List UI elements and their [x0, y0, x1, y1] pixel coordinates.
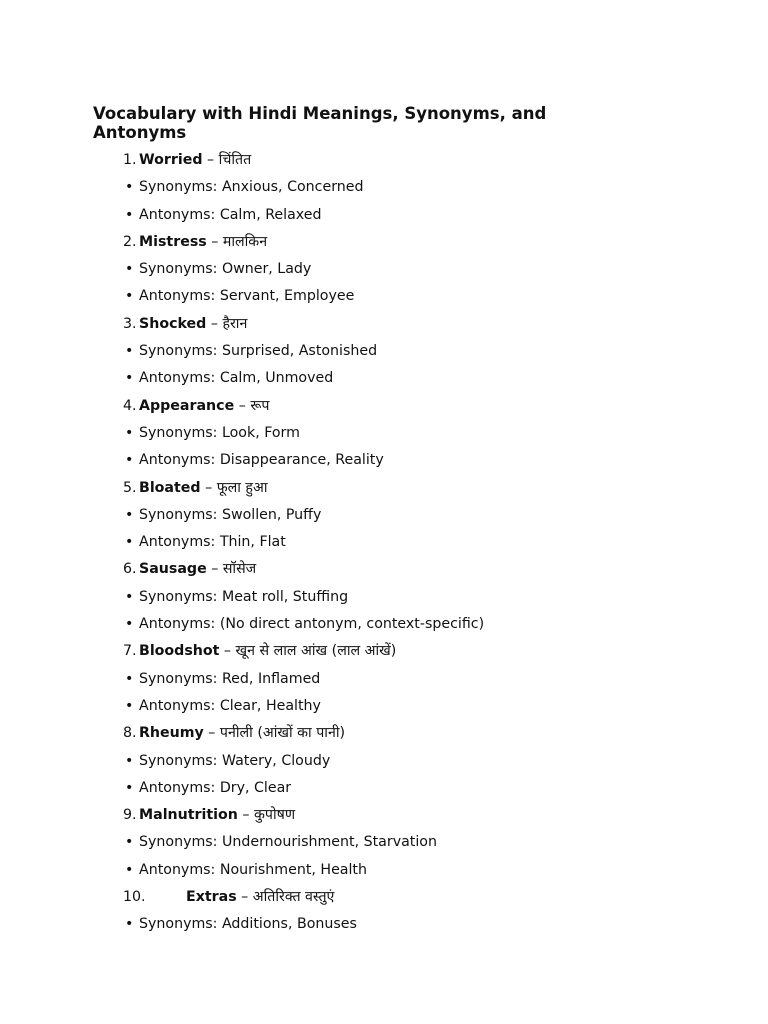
entry-number: 9.: [123, 807, 137, 824]
bullet-icon: •: [125, 752, 134, 769]
synonyms-line: [0, 502, 768, 529]
vocab-entry-heading: [0, 556, 768, 583]
entry-content: [139, 720, 345, 747]
antonyms-line: [0, 775, 768, 802]
vocab-term: Appearance: [139, 397, 235, 414]
entry-content: [139, 311, 247, 338]
synonyms-line: [0, 748, 768, 775]
bullet-icon: •: [125, 779, 134, 796]
bullet-icon: •: [125, 288, 134, 305]
vocab-entry-heading: [0, 229, 768, 256]
entry-number: 5.: [123, 479, 137, 496]
bullet-icon: •: [125, 424, 134, 441]
vocabulary-list: [0, 147, 768, 939]
dash-separator: –: [223, 643, 232, 660]
antonyms-text: Antonyms: Dry, Clear: [139, 779, 292, 796]
antonyms-line: [0, 365, 768, 392]
hindi-meaning: अतिरिक्त वस्तुएं: [252, 889, 335, 906]
antonyms-line: [0, 529, 768, 556]
synonyms-line: [0, 584, 768, 611]
vocab-term: Bloodshot: [139, 643, 220, 660]
antonyms-line: [0, 693, 768, 720]
entry-content: [139, 147, 251, 174]
vocab-entry-heading: [0, 311, 768, 338]
bullet-icon: •: [125, 616, 134, 633]
synonyms-text: Synonyms: Anxious, Concerned: [139, 179, 364, 196]
hindi-meaning: सॉसेज: [222, 561, 257, 578]
hindi-meaning: फूला हुआ: [216, 479, 268, 496]
document-title: Vocabulary with Hindi Meanings, Synonyms, and Antonyms: [93, 104, 547, 142]
antonyms-text: Antonyms: Calm, Relaxed: [139, 206, 322, 223]
antonyms-text: Antonyms: Calm, Unmoved: [139, 370, 334, 387]
antonyms-line: [0, 611, 768, 638]
vocab-entry-heading: [0, 884, 768, 911]
dash-separator: –: [211, 561, 219, 578]
vocab-entry-heading: [0, 720, 768, 747]
synonyms-line: [0, 666, 768, 693]
bullet-icon: •: [125, 588, 134, 605]
antonyms-text: Antonyms: Nourishment, Health: [139, 861, 367, 878]
bullet-icon: •: [125, 916, 134, 933]
bullet-icon: •: [125, 670, 134, 687]
bullet-icon: •: [125, 343, 134, 360]
synonyms-text: Synonyms: Look, Form: [139, 424, 300, 441]
bullet-icon: •: [125, 206, 134, 223]
dash-separator: –: [241, 889, 249, 906]
antonyms-line: [0, 447, 768, 474]
bullet-icon: •: [125, 861, 134, 878]
entry-number: 3.: [123, 315, 137, 332]
bullet-icon: •: [125, 697, 134, 714]
dash-separator: –: [207, 152, 215, 168]
vocab-term: Mistress: [139, 233, 207, 250]
antonyms-text: Antonyms: Disappearance, Reality: [139, 452, 384, 469]
entry-content: [139, 638, 396, 665]
entry-number: 7.: [123, 643, 137, 660]
dash-separator: –: [238, 397, 246, 414]
entry-content: [139, 393, 269, 420]
antonyms-text: Antonyms: Servant, Employee: [139, 288, 355, 305]
synonyms-text: Synonyms: Red, Inflamed: [139, 670, 321, 687]
bullet-icon: •: [125, 452, 134, 469]
hindi-meaning: खून से लाल आंख (लाल आंखें): [235, 643, 397, 660]
vocab-entry-heading: [0, 638, 768, 665]
dash-separator: –: [211, 233, 219, 250]
vocab-entry-heading: [0, 393, 768, 420]
entry-content: [139, 475, 267, 502]
dash-separator: –: [242, 807, 250, 824]
synonyms-text: Synonyms: Owner, Lady: [139, 261, 312, 278]
entry-number: 8.: [123, 725, 137, 742]
bullet-icon: •: [125, 179, 134, 196]
antonyms-line: [0, 857, 768, 884]
hindi-meaning: रूप: [250, 397, 270, 414]
antonyms-text: Antonyms: Thin, Flat: [139, 534, 286, 551]
antonyms-text: Antonyms: (No direct antonym, context-specific): [139, 616, 485, 633]
synonyms-line: [0, 829, 768, 856]
synonyms-line: [0, 911, 768, 938]
bullet-icon: •: [125, 506, 134, 523]
vocab-term: Sausage: [139, 561, 207, 578]
synonyms-text: Synonyms: Swollen, Puffy: [139, 506, 322, 523]
vocab-term: Worried: [139, 152, 203, 168]
hindi-meaning: मालकिन: [222, 233, 268, 250]
synonyms-text: Synonyms: Additions, Bonuses: [139, 916, 357, 933]
vocab-term: Malnutrition: [139, 807, 238, 824]
vocab-entry-heading: [0, 147, 768, 174]
hindi-meaning: कुपोषण: [254, 807, 296, 824]
synonyms-text: Synonyms: Meat roll, Stuffing: [139, 588, 349, 605]
antonyms-line: [0, 202, 768, 229]
bullet-icon: •: [125, 834, 134, 851]
vocab-term: Extras: [186, 889, 237, 906]
synonyms-line: [0, 174, 768, 201]
synonyms-text: Synonyms: Watery, Cloudy: [139, 752, 331, 769]
entry-number: 6.: [123, 561, 137, 578]
bullet-icon: •: [125, 370, 134, 387]
entry-content: [186, 884, 334, 911]
synonyms-line: [0, 420, 768, 447]
dash-separator: –: [210, 315, 218, 332]
antonyms-text: Antonyms: Clear, Healthy: [139, 697, 321, 714]
entry-number: 4.: [123, 397, 137, 414]
vocab-term: Bloated: [139, 479, 201, 496]
synonyms-line: [0, 256, 768, 283]
antonyms-line: [0, 283, 768, 310]
hindi-meaning: पनीली (आंखों का पानी): [219, 725, 346, 742]
entry-number: 1.: [123, 152, 137, 168]
hindi-meaning: चिंतित: [218, 152, 252, 168]
entry-number: 10.: [123, 889, 146, 906]
entry-content: [139, 802, 295, 829]
hindi-meaning: हैरान: [222, 315, 248, 332]
vocab-entry-heading: [0, 475, 768, 502]
vocab-term: Shocked: [139, 315, 207, 332]
bullet-icon: •: [125, 534, 134, 551]
bullet-icon: •: [125, 261, 134, 278]
synonyms-text: Synonyms: Surprised, Astonished: [139, 343, 378, 360]
synonyms-line: [0, 338, 768, 365]
entry-content: [139, 556, 256, 583]
entry-content: [139, 229, 267, 256]
vocab-entry-heading: [0, 802, 768, 829]
dash-separator: –: [208, 725, 216, 742]
synonyms-text: Synonyms: Undernourishment, Starvation: [139, 834, 437, 851]
dash-separator: –: [205, 479, 213, 496]
vocab-term: Rheumy: [139, 725, 204, 742]
entry-number: 2.: [123, 233, 137, 250]
